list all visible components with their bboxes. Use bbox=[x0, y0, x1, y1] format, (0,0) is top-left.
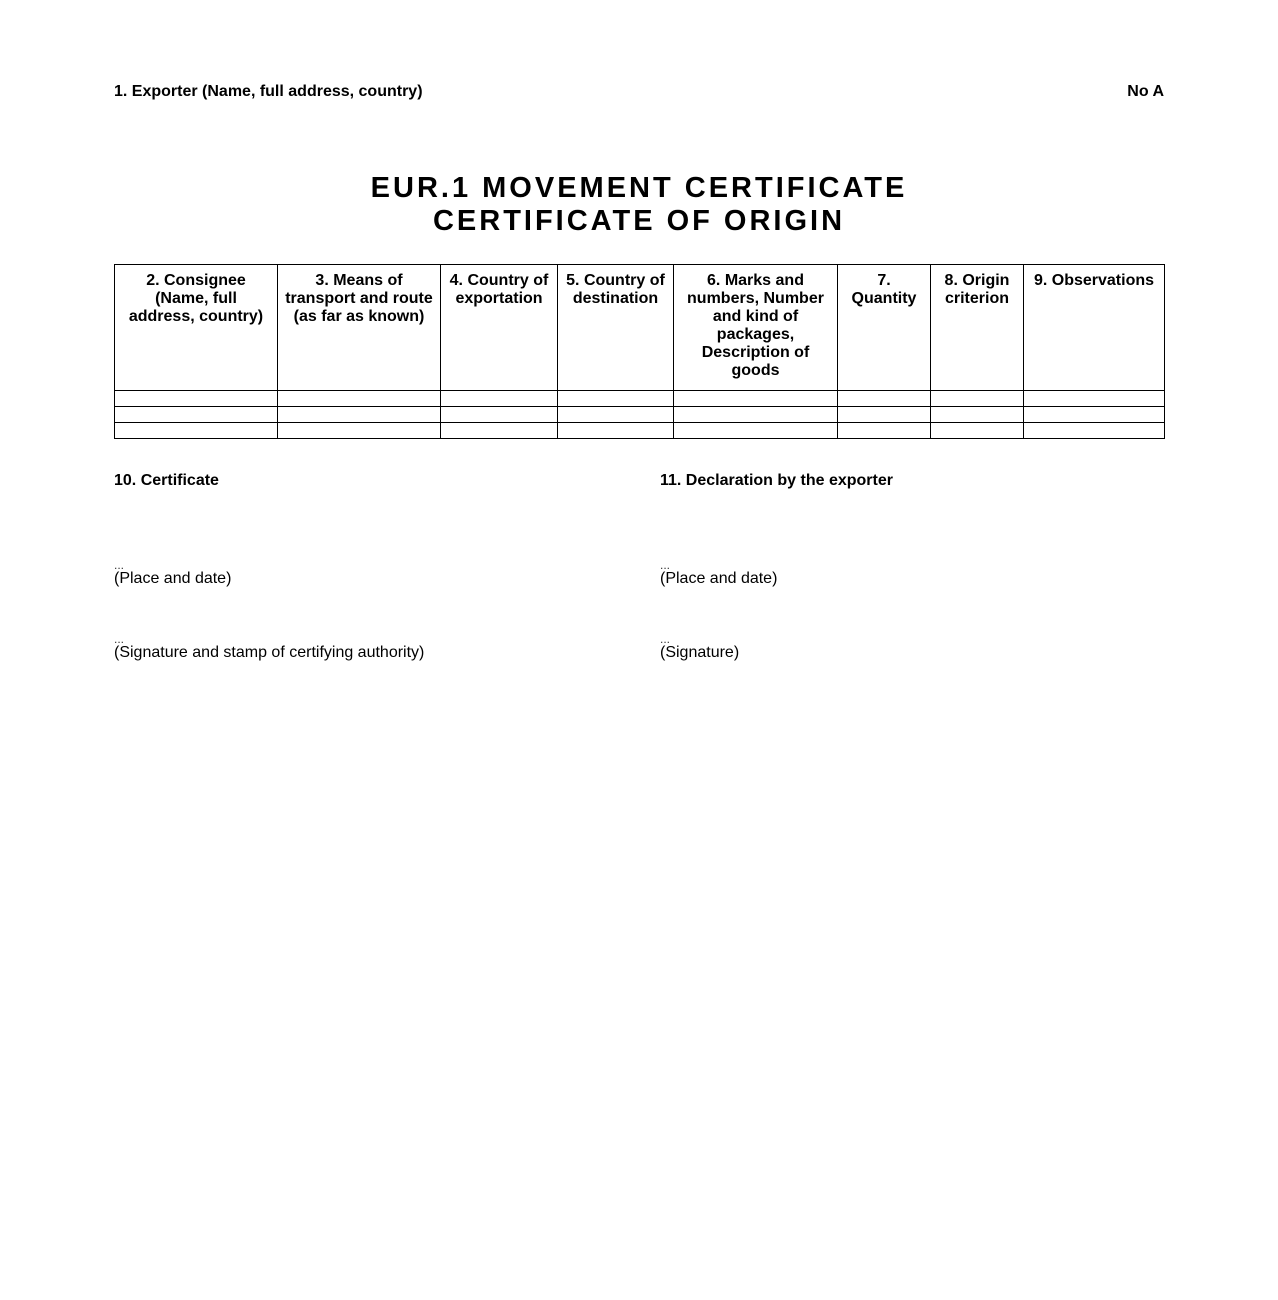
table-row bbox=[115, 407, 1165, 423]
table-cell[interactable] bbox=[674, 423, 838, 439]
signature-label: (Signature) bbox=[660, 644, 740, 661]
declaration-title: 11. Declaration by the exporter bbox=[660, 472, 893, 489]
table-cell[interactable] bbox=[931, 423, 1024, 439]
place-date-label: (Place and date) bbox=[660, 570, 778, 587]
table-cell[interactable] bbox=[838, 407, 931, 423]
table-cell[interactable] bbox=[1024, 423, 1165, 439]
declaration-section bbox=[660, 472, 893, 662]
table-cell[interactable] bbox=[558, 423, 674, 439]
table-cell[interactable] bbox=[115, 407, 278, 423]
table-cell[interactable] bbox=[674, 407, 838, 423]
signature-stamp-label: (Signature and stamp of certifying authority) bbox=[114, 644, 425, 661]
table-cell[interactable] bbox=[278, 391, 441, 407]
table-row bbox=[115, 423, 1165, 439]
place-date-dots: ... bbox=[660, 558, 671, 572]
table-cell[interactable] bbox=[1024, 391, 1165, 407]
column-consignee: 2. Consignee (Name, full address, country) bbox=[115, 265, 278, 391]
column-observations: 9. Observations bbox=[1024, 265, 1165, 391]
table-cell[interactable] bbox=[441, 423, 558, 439]
title-line-2: CERTIFICATE OF ORIGIN bbox=[432, 205, 846, 237]
certificate-section bbox=[114, 472, 424, 662]
table-row bbox=[115, 391, 1165, 407]
certificate-number: No A bbox=[1127, 83, 1164, 100]
column-transport: 3. Means of transport and route (as far as known) bbox=[278, 265, 441, 391]
table-cell[interactable] bbox=[441, 391, 558, 407]
table-cell[interactable] bbox=[441, 407, 558, 423]
table-cell[interactable] bbox=[838, 423, 931, 439]
exporter-label: 1. Exporter (Name, full address, country) bbox=[114, 83, 423, 100]
document-title bbox=[0, 172, 1278, 238]
column-origin-criterion: 8. Origin criterion bbox=[931, 265, 1024, 391]
place-date-dots: ... bbox=[114, 558, 125, 572]
table-header-row bbox=[115, 265, 1165, 391]
table-cell[interactable] bbox=[1024, 407, 1165, 423]
table-cell[interactable] bbox=[558, 407, 674, 423]
table-cell[interactable] bbox=[558, 391, 674, 407]
table-cell[interactable] bbox=[931, 407, 1024, 423]
goods-table bbox=[114, 264, 1165, 439]
table-cell[interactable] bbox=[278, 423, 441, 439]
place-date-label: (Place and date) bbox=[114, 570, 232, 587]
table-cell[interactable] bbox=[278, 407, 441, 423]
table-cell[interactable] bbox=[674, 391, 838, 407]
column-marks-description: 6. Marks and numbers, Number and kind of packages, Description of goods bbox=[674, 265, 838, 391]
column-country-exportation: 4. Country of exportation bbox=[441, 265, 558, 391]
title-line-1: EUR.1 MOVEMENT CERTIFICATE bbox=[370, 172, 908, 204]
table-cell[interactable] bbox=[115, 423, 278, 439]
table-cell[interactable] bbox=[931, 391, 1024, 407]
signature-dots: ... bbox=[114, 632, 125, 646]
table-cell[interactable] bbox=[838, 391, 931, 407]
certificate-title: 10. Certificate bbox=[114, 472, 219, 489]
table-cell[interactable] bbox=[115, 391, 278, 407]
signature-dots: ... bbox=[660, 632, 671, 646]
column-quantity: 7. Quantity bbox=[838, 265, 931, 391]
column-country-destination: 5. Country of destination bbox=[558, 265, 674, 391]
